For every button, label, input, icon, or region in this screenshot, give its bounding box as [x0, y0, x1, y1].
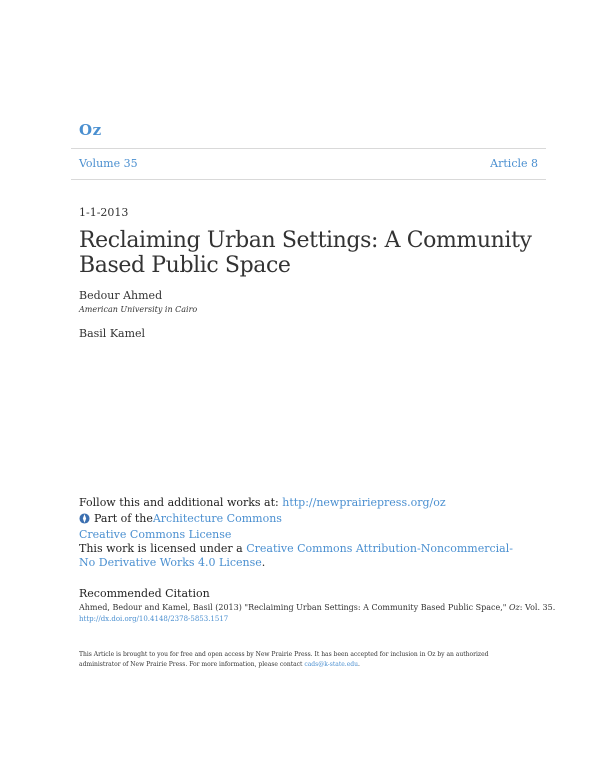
creative-commons-license-link[interactable]: Creative Commons License	[79, 528, 232, 541]
citation-text	[79, 603, 555, 612]
follow-prefix: Follow this and additional works at:	[79, 496, 283, 509]
author-affiliation: American University in Cairo	[79, 305, 198, 314]
author-name: Basil Kamel	[79, 327, 146, 340]
license-prefix: This work is licensed under a	[79, 542, 247, 555]
article-title: Reclaiming Urban Settings: A Community Based Public Space	[79, 228, 532, 278]
contact-email-link[interactable]: cads@k-state.edu	[304, 661, 358, 668]
access-notice	[79, 650, 529, 670]
article-link[interactable]: Article 8	[490, 157, 538, 170]
architecture-commons-link[interactable]: Architecture Commons	[152, 512, 282, 525]
follow-line	[79, 496, 446, 509]
notice-suffix: .	[357, 661, 360, 668]
repository-link[interactable]: http://newprairiepress.org/oz	[282, 496, 446, 509]
author-name: Bedour Ahmed	[79, 289, 163, 302]
notice-text: This Article is brought to you for free and open access by New Prairie Press. It has been accepted for inclusion in Oz by an authorized administrator of New Prairie Press. For more information, please contact	[79, 651, 489, 668]
volume-link[interactable]: Volume 35	[79, 157, 138, 170]
recommended-citation-heading: Recommended Citation	[79, 587, 210, 600]
license-link[interactable]: Creative Commons Attribution-Noncommercial-No Derivative Works 4.0 License	[79, 542, 513, 569]
citation-suffix: : Vol. 35.	[519, 603, 556, 612]
header-divider-top	[71, 148, 546, 149]
license-statement	[79, 542, 529, 570]
license-suffix: .	[261, 556, 266, 569]
citation-prefix: Ahmed, Bedour and Kamel, Basil (2013) "Reclaiming Urban Settings: A Community Based Public Space,"	[79, 603, 509, 612]
publication-date: 1-1-2013	[79, 206, 129, 219]
part-of-line	[79, 512, 282, 525]
journal-title-link[interactable]: Oz	[79, 121, 102, 139]
citation-journal: Oz	[509, 603, 520, 612]
header-divider-bottom	[71, 179, 546, 180]
doi-link[interactable]: http://dx.doi.org/10.4148/2378-5853.1517	[79, 615, 229, 623]
creative-commons-icon	[79, 513, 90, 524]
part-of-prefix: Part of the	[94, 512, 153, 525]
